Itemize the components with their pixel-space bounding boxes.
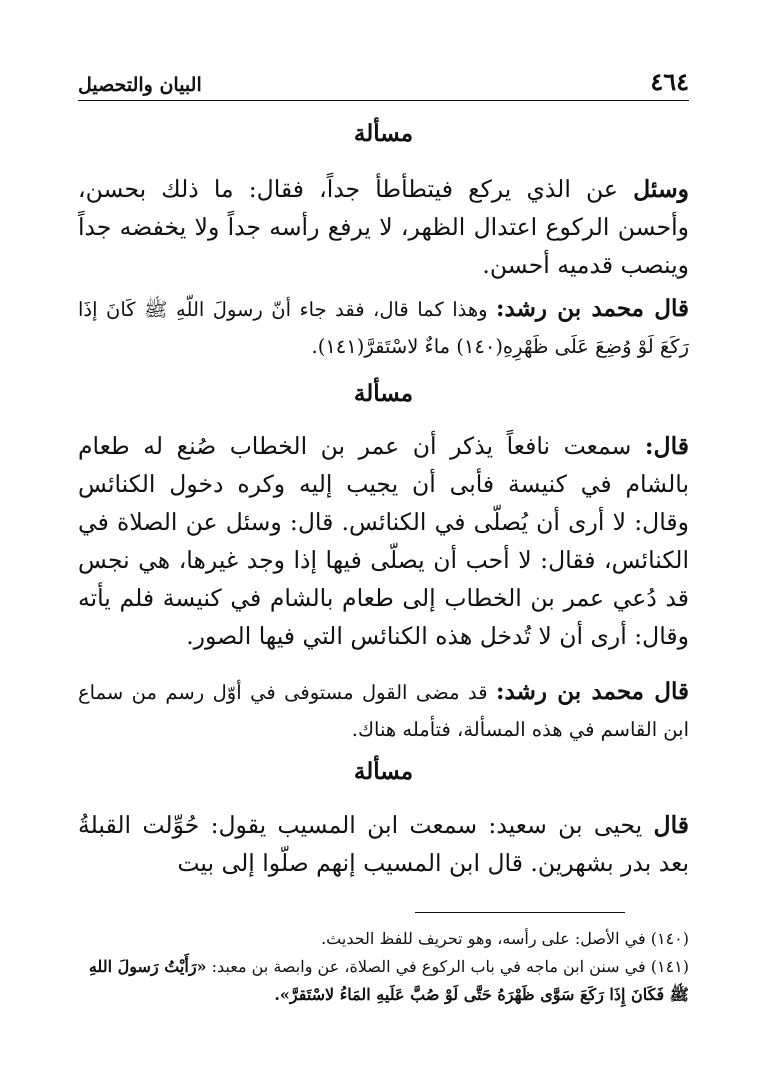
paragraph-2-1 (78, 427, 689, 655)
paragraph-text: عن الذي يركع فيتطأطأ جداً، فقال: ما ذلك بحسن، وأحسن الركوع اعتدال الظهر، لا يرفع رأسه جداً ولا يخفضه جداً وينصب قدميه أحسن. (78, 175, 689, 279)
footnote-140: (١٤٠) في الأصل: على رأسه، وهو تحريف للفظ الحديث. (321, 929, 689, 948)
footnote-text: (١٤١) في سنن ابن ماجه في باب الركوع في الصلاة، عن وابصة بن معبد: (211, 957, 689, 976)
page-header (78, 62, 689, 101)
paragraph-2-2 (78, 673, 689, 748)
paragraph-1-1 (78, 170, 689, 284)
paragraph-lead: وسئل (633, 175, 689, 203)
paragraph-1-2 (78, 290, 689, 365)
paragraph-lead: قال (653, 811, 689, 839)
paragraph-text: يحيى بن سعيد: سمعت ابن المسيب يقول: حُوِّلت القبلةُ بعد بدر بشهرين. قال ابن المسيب إنهم صلّوا إلى بيت (78, 811, 689, 877)
paragraph-3-1 (78, 806, 689, 882)
paragraph-text: وهذا كما قال، فقد جاء أنّ رسولَ اللّهِ ﷺ كَانَ إذَا رَكَعَ لَوْ وُضِعَ عَلَى ظَهْرِهِ(١٤٠) ماءٌ لاسْتَقرَّ(١٤١). (78, 298, 689, 358)
paragraph-lead: قال محمد بن رشد: (496, 678, 689, 705)
footnote-separator (415, 912, 625, 913)
section-heading-3: مسألة (353, 758, 414, 785)
footnote-hadith-quote: «رَأَيْتُ رَسولَ اللهِ ﷺ فَكَانَ إِذَا رَكَعَ سَوَّى ظَهْرَهُ حَتَّى لَوْ صُبَّ عَلَيهِ المَاءُ لاسْتَقرَّ». (88, 957, 689, 1004)
page-number: ٤٦٤ (650, 67, 689, 96)
running-title: البيان والتحصيل (78, 74, 202, 96)
footnotes (78, 925, 689, 1009)
section-heading-1: مسألة (353, 120, 414, 147)
paragraph-lead: قال محمد بن رشد: (496, 295, 689, 322)
section-heading-2: مسألة (353, 380, 414, 407)
paragraph-text: سمعت نافعاً يذكر أن عمر بن الخطاب صُنع له طعام بالشام في كنيسة فأبى أن يجيب إليه وكره دخول الكنائس وقال: لا أرى أن يُصلّى في الكنائس. قال: وسئل عن الصلاة في الكنائس، فقال: لا أحب أن يصلّى فيها إذا وجد غيرها، هي نجس قد دُعي عمر بن الخطاب إلى طعام بالشام في كنيسة فلم يأته وقال: أرى أن لا تُدخل هذه الكنائس التي فيها الصور. (78, 432, 689, 650)
footnote-141 (78, 953, 689, 1009)
paragraph-text: قد مضى القول مستوفى في أوّل رسم من سماع ابن القاسم في هذه المسألة، فتأمله هناك. (78, 681, 689, 741)
paragraph-lead: قال: (644, 432, 689, 460)
